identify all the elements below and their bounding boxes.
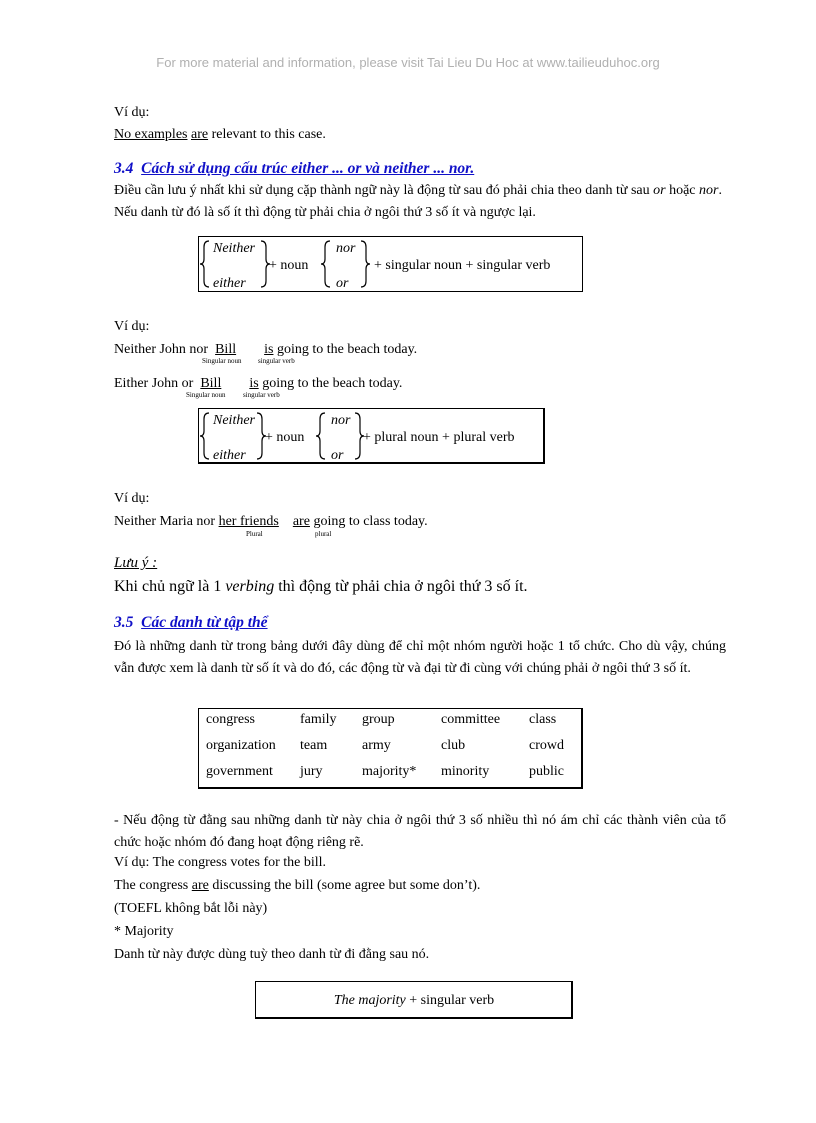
neither-word: Neither [213, 413, 255, 428]
example-sentence [114, 126, 326, 143]
example-label: Ví dụ: [114, 105, 150, 120]
table-cell: committee [441, 712, 501, 727]
table-cell: team [300, 738, 328, 753]
noun-annotation: Singular noun [202, 357, 242, 365]
or-word: or [336, 276, 349, 291]
sentence-rest: relevant to this case. [208, 127, 326, 142]
example-sentence [114, 513, 428, 530]
note-text [114, 578, 528, 596]
toefl-note: (TOEFL không bắt lỗi này) [114, 901, 268, 916]
subject-noun: her friends [218, 514, 279, 529]
plus-noun: + noun [265, 430, 305, 445]
paragraph-text: hoặc [665, 183, 699, 198]
section-paragraph: Đó là những danh từ trong bảng dưới đây dùng để chỉ một nhóm người hoặc 1 tổ chức. Cho dù vậy, chúng vẫn được xem là danh từ số ít và do đó, các động từ và đại từ đi cùng với chúng phải ở ngôi thứ 3 số ít. [114, 639, 726, 676]
watermark: For more material and information, please visit Tai Lieu Du Hoc at www.tailieuduhoc.org [156, 55, 660, 70]
keyword-or: or [653, 183, 666, 198]
collective-nouns-table [198, 708, 583, 789]
section-heading-3-4[interactable] [114, 160, 474, 178]
nor-word: nor [331, 413, 351, 428]
either-word: either [213, 276, 246, 291]
paragraph-text: . Nếu danh từ đó là số ít thì động từ phải chia ở ngôi thứ 3 số ít và ngược lại. [114, 183, 722, 220]
sentence-rest: going to the beach today. [258, 376, 403, 391]
section-heading-3-5[interactable] [114, 614, 268, 632]
section-number: 3.5 [114, 614, 134, 631]
sentence-rest: discussing the bill (some agree but some don’t). [208, 878, 481, 893]
or-word: or [331, 448, 344, 463]
verb-annotation: plural [315, 530, 332, 538]
verb: are [190, 127, 209, 142]
table-cell: majority* [362, 764, 417, 779]
table-cell: organization [206, 738, 276, 753]
table-cell: minority [441, 764, 490, 779]
noun-annotation: Plural [246, 530, 263, 538]
formula-rest: + singular verb [405, 993, 495, 1008]
formula-result: + plural noun + plural verb [363, 430, 515, 445]
majority-description: Danh từ này được dùng tuỳ theo danh từ đi đằng sau nó. [114, 947, 430, 962]
nor-word: nor [336, 241, 356, 256]
example-label: Ví dụ: [114, 491, 150, 506]
plus-noun: + noun [269, 258, 309, 273]
note-verbing: verbing [225, 578, 275, 595]
section-number: 3.4 [114, 160, 134, 177]
formula-result: + singular noun + singular verb [374, 258, 551, 273]
formula-text [256, 992, 572, 1009]
keyword-nor: nor [699, 183, 719, 198]
noun-annotation: Singular noun [186, 391, 226, 399]
majority-heading: * Majority [114, 924, 174, 939]
paragraph-text: Điều cần lưu ý nhất khi sử dụng cặp thành ngữ này là động từ sau đó phải chia theo danh từ sau [114, 183, 650, 198]
formula-box-plural [198, 408, 545, 464]
table-cell: group [362, 712, 395, 727]
table-cell: jury [300, 764, 323, 779]
example-label: Ví dụ: [114, 319, 150, 334]
example-sentence [114, 341, 417, 358]
table-cell: congress [206, 712, 255, 727]
verb-annotation: singular verb [243, 391, 280, 399]
sentence-start: Neither Maria nor [114, 514, 219, 529]
subject-noun: Bill [215, 342, 237, 357]
sentence-start: Either John or [114, 376, 197, 391]
section-title[interactable]: Các danh từ tập thể [141, 614, 268, 631]
table-cell: government [206, 764, 273, 779]
section-paragraph [114, 180, 724, 224]
verb: are [292, 514, 310, 529]
table-cell: army [362, 738, 391, 753]
table-cell: club [441, 738, 466, 753]
example-sentence [114, 375, 402, 392]
note-heading: Lưu ý : [114, 555, 158, 571]
verb-annotation: singular verb [258, 357, 295, 365]
table-cell: family [300, 712, 337, 727]
sentence-start: The congress [114, 878, 192, 893]
plural-usage-paragraph: - Nếu động từ đằng sau những danh từ này chia ở ngôi thứ 3 số nhiều thì nó ám chỉ các thành viên của tổ chức hoặc nhóm đó đang hoạt động riêng rẽ. [114, 813, 726, 850]
note-part: thì động từ phải chia ở ngôi thứ 3 số ít. [274, 578, 528, 595]
table-cell: crowd [529, 738, 564, 753]
formula-box-singular [198, 236, 583, 292]
sentence-rest: going to class today. [309, 514, 428, 529]
verb: is [264, 342, 274, 357]
verb: is [249, 376, 259, 391]
note-part: Khi chủ ngữ là 1 [114, 578, 226, 595]
neither-word: Neither [213, 241, 255, 256]
example-sentence [114, 877, 480, 894]
sentence-rest: going to the beach today. [273, 342, 418, 357]
either-word: either [213, 448, 246, 463]
table-cell: public [529, 764, 564, 779]
sentence-start: Neither John nor [114, 342, 212, 357]
subject: No examples [114, 127, 188, 142]
verb: are [191, 878, 209, 893]
subject-noun: Bill [200, 376, 222, 391]
formula-subject: The majority [333, 993, 406, 1008]
formula-box-majority [255, 981, 573, 1019]
example-sentence: Ví dụ: The congress votes for the bill. [114, 855, 327, 870]
section-title[interactable]: Cách sử dụng cấu trúc either ... or và neither ... nor. [141, 160, 475, 177]
table-cell: class [529, 712, 557, 727]
